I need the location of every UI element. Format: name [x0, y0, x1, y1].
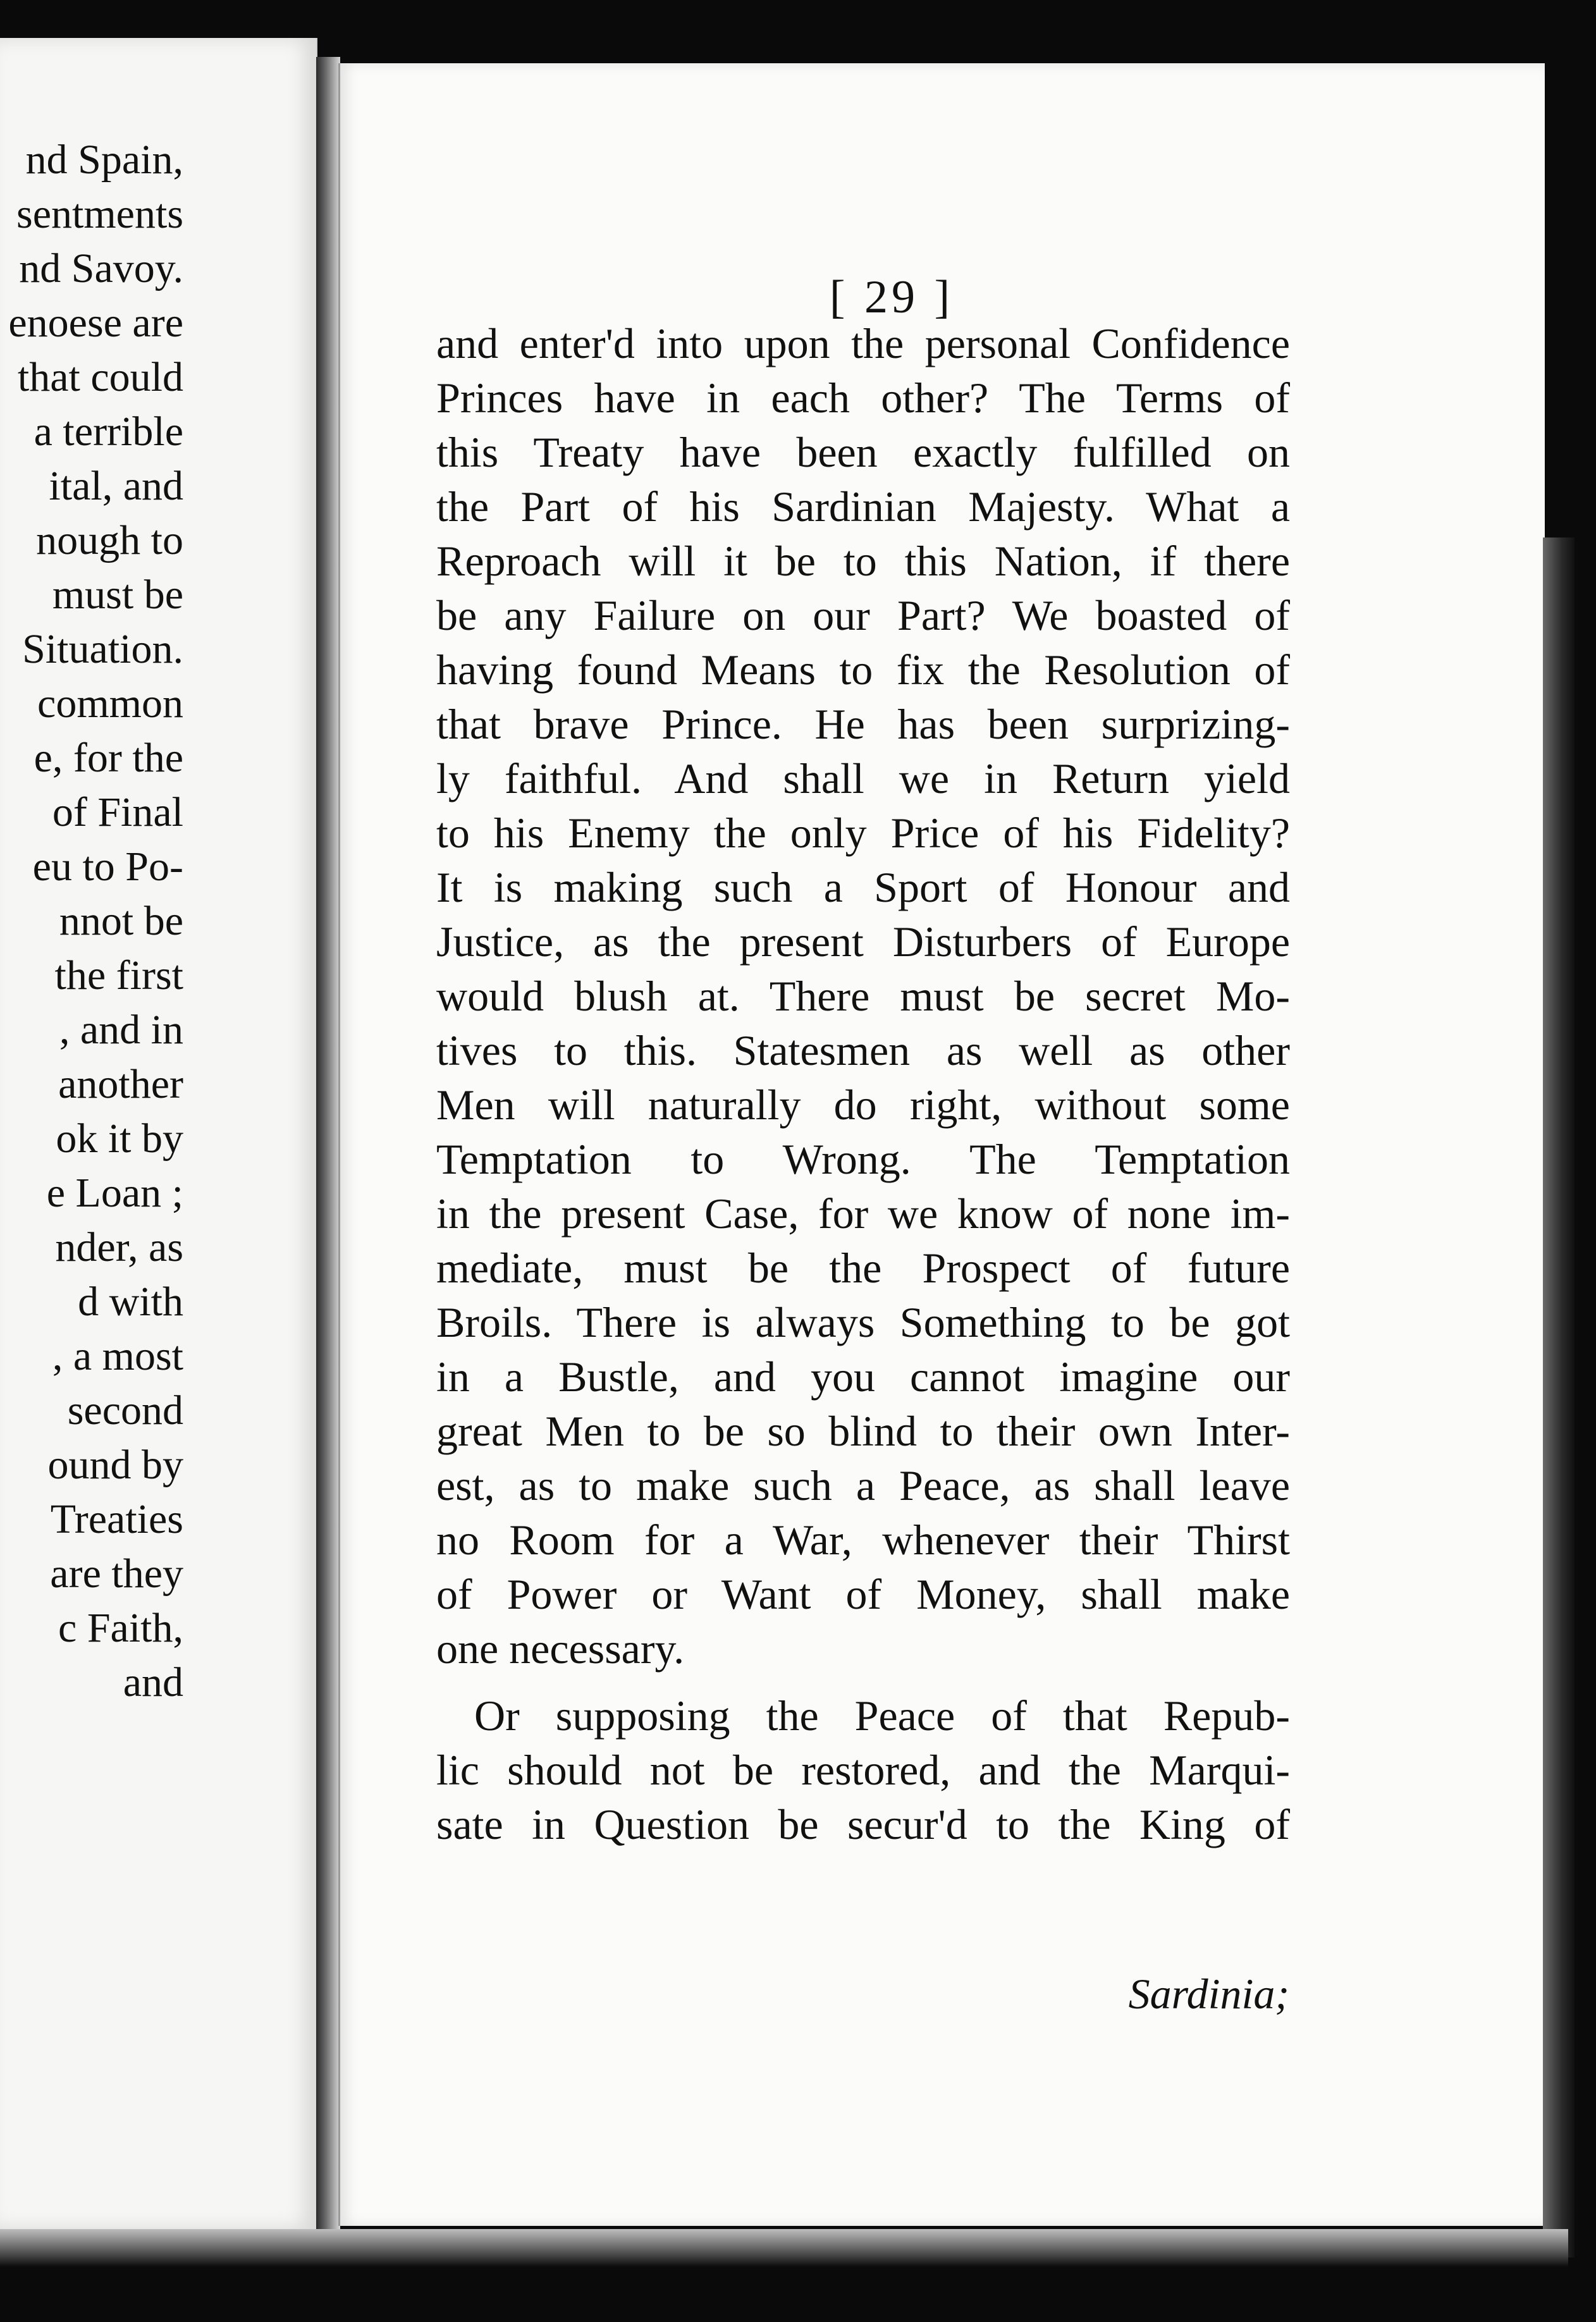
- text-line: in the present Case, for we know of none im-: [436, 1189, 1290, 1238]
- previous-page-line: ok it by: [56, 1115, 183, 1162]
- previous-page-line: that could: [17, 354, 183, 400]
- text-line: Reproach will it be to this Nation, if there: [436, 537, 1290, 585]
- text-line: Or supposing the Peace of that Repub-: [474, 1692, 1290, 1740]
- previous-page-line: enoese are: [8, 300, 183, 346]
- text-line: sate in Question be secur'd to the King of: [436, 1800, 1290, 1848]
- text-line: Justice, as the present Disturbers of Europe: [436, 918, 1290, 966]
- previous-page-line: , and in: [59, 1007, 183, 1053]
- text-line: and enter'd into upon the personal Confidence: [436, 319, 1290, 367]
- text-line: ly faithful. And shall we in Return yield: [436, 754, 1290, 802]
- previous-page-line: Situation.: [22, 626, 183, 672]
- text-line: no Room for a War, whenever their Thirst: [436, 1516, 1290, 1564]
- page-bottom-edge: [0, 2229, 1568, 2267]
- previous-page-line: ound by: [47, 1442, 183, 1488]
- previous-page-line: ital, and: [49, 463, 183, 509]
- text-line: It is making such a Sport of Honour and: [436, 863, 1290, 911]
- book-gutter: [316, 57, 340, 2232]
- text-line: to his Enemy the only Price of his Fidelity?: [436, 809, 1290, 857]
- previous-page-line: the first: [54, 952, 183, 998]
- text-line: tives to this. Statesmen as well as other: [436, 1026, 1290, 1074]
- previous-page-line: d with: [78, 1279, 183, 1325]
- text-line: mediate, must be the Prospect of future: [436, 1244, 1290, 1292]
- text-line: Princes have in each other? The Terms of: [436, 374, 1290, 422]
- previous-page-line: c Faith,: [58, 1605, 183, 1651]
- previous-page-line: must be: [52, 572, 183, 618]
- previous-page-line: nough to: [36, 517, 183, 563]
- previous-page-line: e, for the: [34, 735, 183, 781]
- previous-page-line: nder, as: [55, 1224, 183, 1270]
- text-line: the Part of his Sardinian Majesty. What a: [436, 482, 1290, 531]
- previous-page-line: are they: [50, 1551, 183, 1597]
- previous-page-line: Treaties: [50, 1496, 183, 1542]
- text-line: lic should not be restored, and the Marqui-: [436, 1746, 1290, 1794]
- previous-page-line: nd Savoy.: [19, 245, 183, 292]
- text-line: having found Means to fix the Resolution of: [436, 646, 1290, 694]
- previous-page-line: eu to Po-: [32, 844, 183, 890]
- previous-page-line: common: [37, 680, 183, 727]
- page-number: [ 29 ]: [829, 271, 954, 323]
- text-line: that brave Prince. He has been surprizing-: [436, 700, 1290, 748]
- text-line: great Men to be so blind to their own Inter-: [436, 1407, 1290, 1455]
- previous-page-line: second: [67, 1387, 183, 1434]
- previous-page-line: a terrible: [34, 408, 183, 455]
- text-line: Temptation to Wrong. The Temptation: [436, 1135, 1290, 1183]
- previous-page-line: another: [58, 1061, 183, 1107]
- text-line: of Power or Want of Money, shall make: [436, 1570, 1290, 1618]
- previous-page-line: sentments: [16, 191, 183, 237]
- previous-page-line: and: [123, 1659, 183, 1705]
- text-line: this Treaty have been exactly fulfilled on: [436, 428, 1290, 476]
- previous-page-line: e Loan ;: [46, 1170, 183, 1216]
- text-line: would blush at. There must be secret Mo-: [436, 972, 1290, 1020]
- previous-page-line: nd Spain,: [25, 137, 183, 183]
- page-edge-shadow: [1543, 538, 1575, 2258]
- text-line: in a Bustle, and you cannot imagine our: [436, 1353, 1290, 1401]
- text-line: one necessary.: [436, 1625, 685, 1673]
- previous-page-line: nnot be: [59, 898, 183, 944]
- text-line: be any Failure on our Part? We boasted of: [436, 591, 1290, 639]
- previous-page: [0, 38, 317, 2229]
- text-line: Men will naturally do right, without some: [436, 1081, 1290, 1129]
- catchword: Sardinia;: [1128, 1970, 1289, 2018]
- text-line: Broils. There is always Something to be got: [436, 1298, 1290, 1346]
- text-line: est, as to make such a Peace, as shall leave: [436, 1461, 1290, 1509]
- previous-page-line: of Final: [52, 789, 183, 835]
- previous-page-line: , a most: [52, 1333, 183, 1379]
